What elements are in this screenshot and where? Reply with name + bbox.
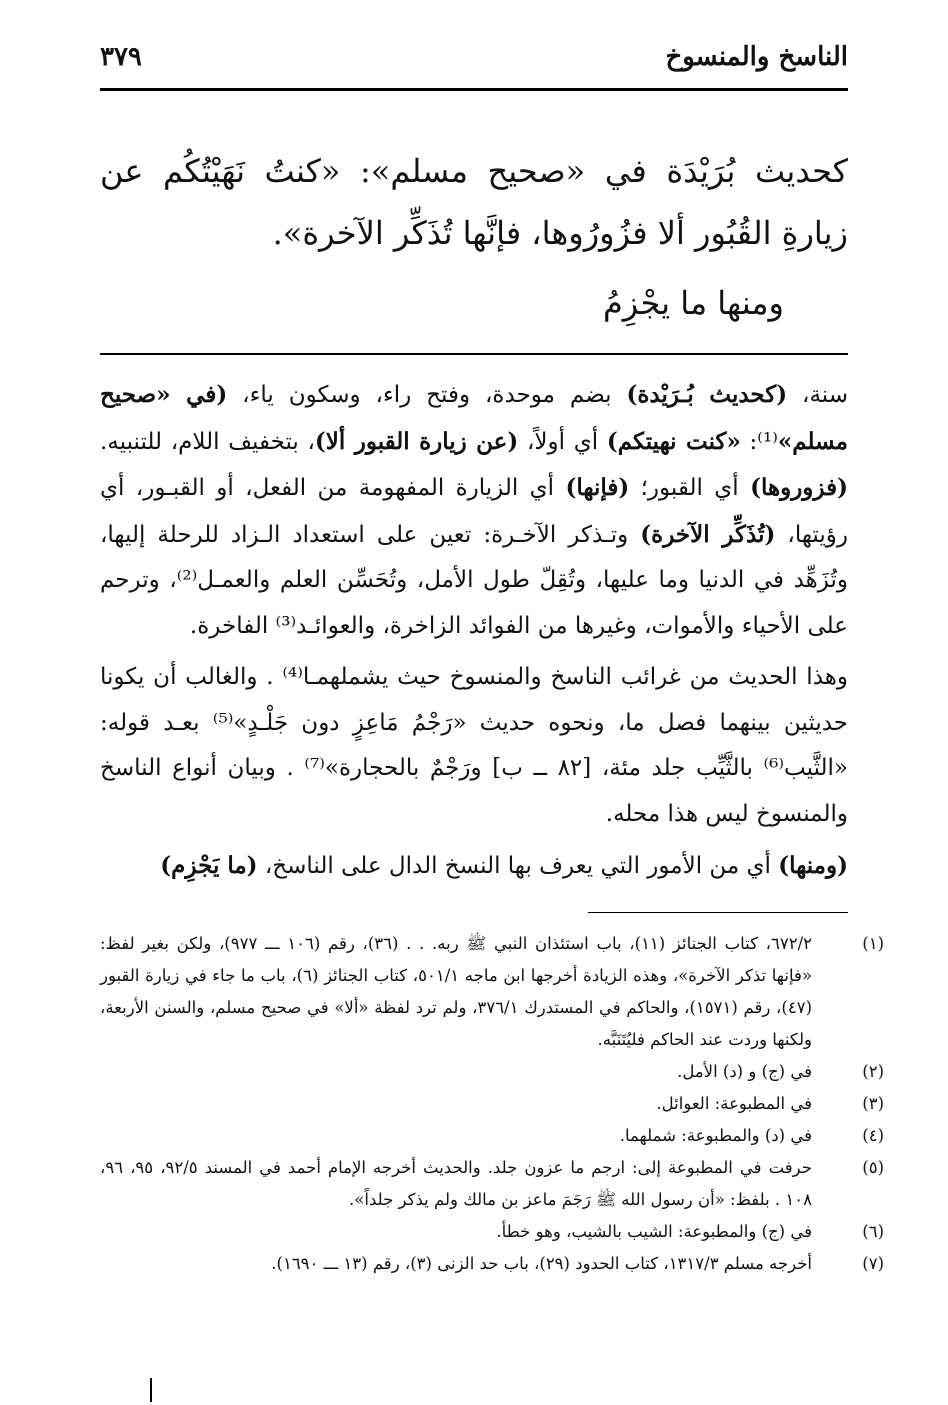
section-divider bbox=[100, 353, 848, 355]
footnote-number: (٥) bbox=[862, 1158, 884, 1177]
footnote-text: في (ج) و (د) الأمل. bbox=[677, 1062, 812, 1081]
footnote-number: (٤) bbox=[862, 1126, 884, 1145]
footnote bbox=[100, 928, 885, 1056]
footnote-number: (٦) bbox=[862, 1222, 884, 1241]
footnote bbox=[100, 1248, 884, 1280]
commentary-text: أي أولاً، bbox=[518, 428, 607, 455]
footnote-text: ٦٧٢/٢، كتاب الجنائز (١١)، باب استئذان النبي ﷺ ربه. . . (٣٦)، رقم (١٠٦ ـــ ٩٧٧)، ولكن بغير لفظ: «فإنها تذكر الآخرة»، وهذه الزيادة أخرجها ابن ماجه ٥٠١/١، كتاب الجنائز (٦)، باب ما جاء في زيارة القبور (٤٧)، رقم (١٥٧١)، والحاكم في المستدرك ٣٧٦/١، ولم ترد لفظة «ألا» في صحيح مسلم، والسنن الأربعة، ولكنها وردت عند الحاكم فليُتَنَبَّه. bbox=[100, 934, 813, 1049]
commentary-paragraph-2: وهذا الحديث من غرائب الناسخ والمنسوخ حيث يشملهمـا⁽⁴⁾ . والغالب أن يكونا حديثين بينهما فصل ما، ونحوه حديث «رَجْمُ مَاعِزٍ دون جَلْـدٍ»⁽⁵⁾ بعـد قوله: «الثَّيب⁽⁶⁾ بالثَّيِّب جلد مئة، [٨٢ ــ ب] ورَجْمٌ بالحجارة»⁽⁷⁾ . وبيان أنواع الناسخ والمنسوخ ليس هذا محله. bbox=[100, 664, 849, 827]
commentary-paragraph-3 bbox=[100, 843, 848, 890]
commentary-text: وتـذكر الآخـرة: تعين على استعداد الـزاد للرحلة إليها، وتُزَهِّد في الدنيا وما عليها، وتُقِلّ طول الأمل، وتُحَسِّن العلم والعمـل⁽²⁾، وترحم على الأحياء والأموات، وغيرها من الفوائد الزاخرة، والعوائـد⁽³⁾ الفاخرة. bbox=[100, 521, 849, 639]
bold-term: «كنت نهيتكم) bbox=[606, 427, 741, 455]
page-header bbox=[100, 38, 848, 91]
footnotes bbox=[100, 928, 885, 1280]
footnote bbox=[100, 1216, 884, 1248]
footnote-text: في (ج) والمطبوعة: الشيب بالشيب، وهو خطأ. bbox=[496, 1222, 812, 1241]
matn-line-2: ومنها ما يجْزِمُ bbox=[602, 284, 784, 322]
bold-term: (عن زيارة القبور ألا) bbox=[314, 427, 519, 455]
bold-term: (تُذَكِّر الآخرة) bbox=[640, 520, 776, 548]
commentary-paragraph-1 bbox=[100, 372, 848, 649]
commentary-text: ⁽¹⁾: bbox=[740, 428, 778, 455]
footnote-number: (١) bbox=[862, 934, 885, 953]
margin-mark bbox=[150, 1378, 152, 1402]
commentary-text: سنة، bbox=[787, 382, 849, 408]
footnote-text: أخرجه مسلم ١٣١٧/٣، كتاب الحدود (٢٩)، باب حد الزنى (٣)، رقم (١٣ ـــ ١٦٩٠). bbox=[271, 1254, 812, 1273]
footnote-text: حرفت في المطبوعة إلى: ارجم ما عزون جلد. والحديث أخرجه الإمام أحمد في المسند ٩٢/٥، ٩٥، ٩٦، ١٠٨ . بلفظ: «أن رسول الله ﷺ رَجَمَ ماعز بن مالك ولم يذكر جلداً». bbox=[100, 1158, 812, 1209]
main-text bbox=[100, 140, 848, 334]
matn-line-1: كحديث بُرَيْدَة في «صحيح مسلم»: «كنتُ نَهَيْتُكُم عن زيارةِ القُبُور ألا فزُورُوها، فإنَّها تُذَكِّر الآخرة». bbox=[100, 152, 848, 252]
commentary-text: بضم موحدة، وفتح راء، وسكون ياء، bbox=[227, 382, 627, 408]
bold-term: (فإنها) bbox=[565, 474, 630, 501]
footnote-number: (٣) bbox=[862, 1094, 884, 1113]
bold-term: (في «صحيح مسلم» bbox=[100, 381, 848, 455]
running-title: الناسخ والمنسوخ bbox=[665, 42, 848, 72]
footnote-text: في (د) والمطبوعة: شملهما. bbox=[619, 1126, 812, 1145]
footnote bbox=[100, 1120, 884, 1152]
bold-term: (ومنها) bbox=[778, 852, 848, 879]
commentary-text: أي الزيارة المفهومة من الفعل، أو القبـور، أي رؤيتها، bbox=[100, 475, 848, 548]
footnote-text: في المطبوعة: العوائل. bbox=[656, 1094, 812, 1113]
commentary-text: ، بتخفيف اللام، للتنبيه. bbox=[100, 428, 315, 455]
commentary bbox=[100, 372, 848, 890]
bold-term: (كحديث بُـرَيْدة) bbox=[626, 381, 788, 408]
footnote bbox=[100, 1056, 884, 1088]
footnote-divider bbox=[588, 912, 848, 913]
footnote bbox=[100, 1088, 884, 1120]
bold-term: (فزوروها) bbox=[750, 474, 848, 501]
commentary-text: أي من الأمور التي يعرف بها النسخ الدال على الناسخ، bbox=[257, 853, 779, 879]
page-number: ٣٧٩ bbox=[100, 42, 142, 72]
commentary-text: أي القبور؛ bbox=[629, 475, 751, 501]
bold-term: (ما يَجْزِم) bbox=[160, 852, 258, 879]
footnote-number: (٢) bbox=[862, 1062, 884, 1081]
footnote-number: (٧) bbox=[862, 1254, 884, 1273]
footnote bbox=[100, 1152, 884, 1216]
